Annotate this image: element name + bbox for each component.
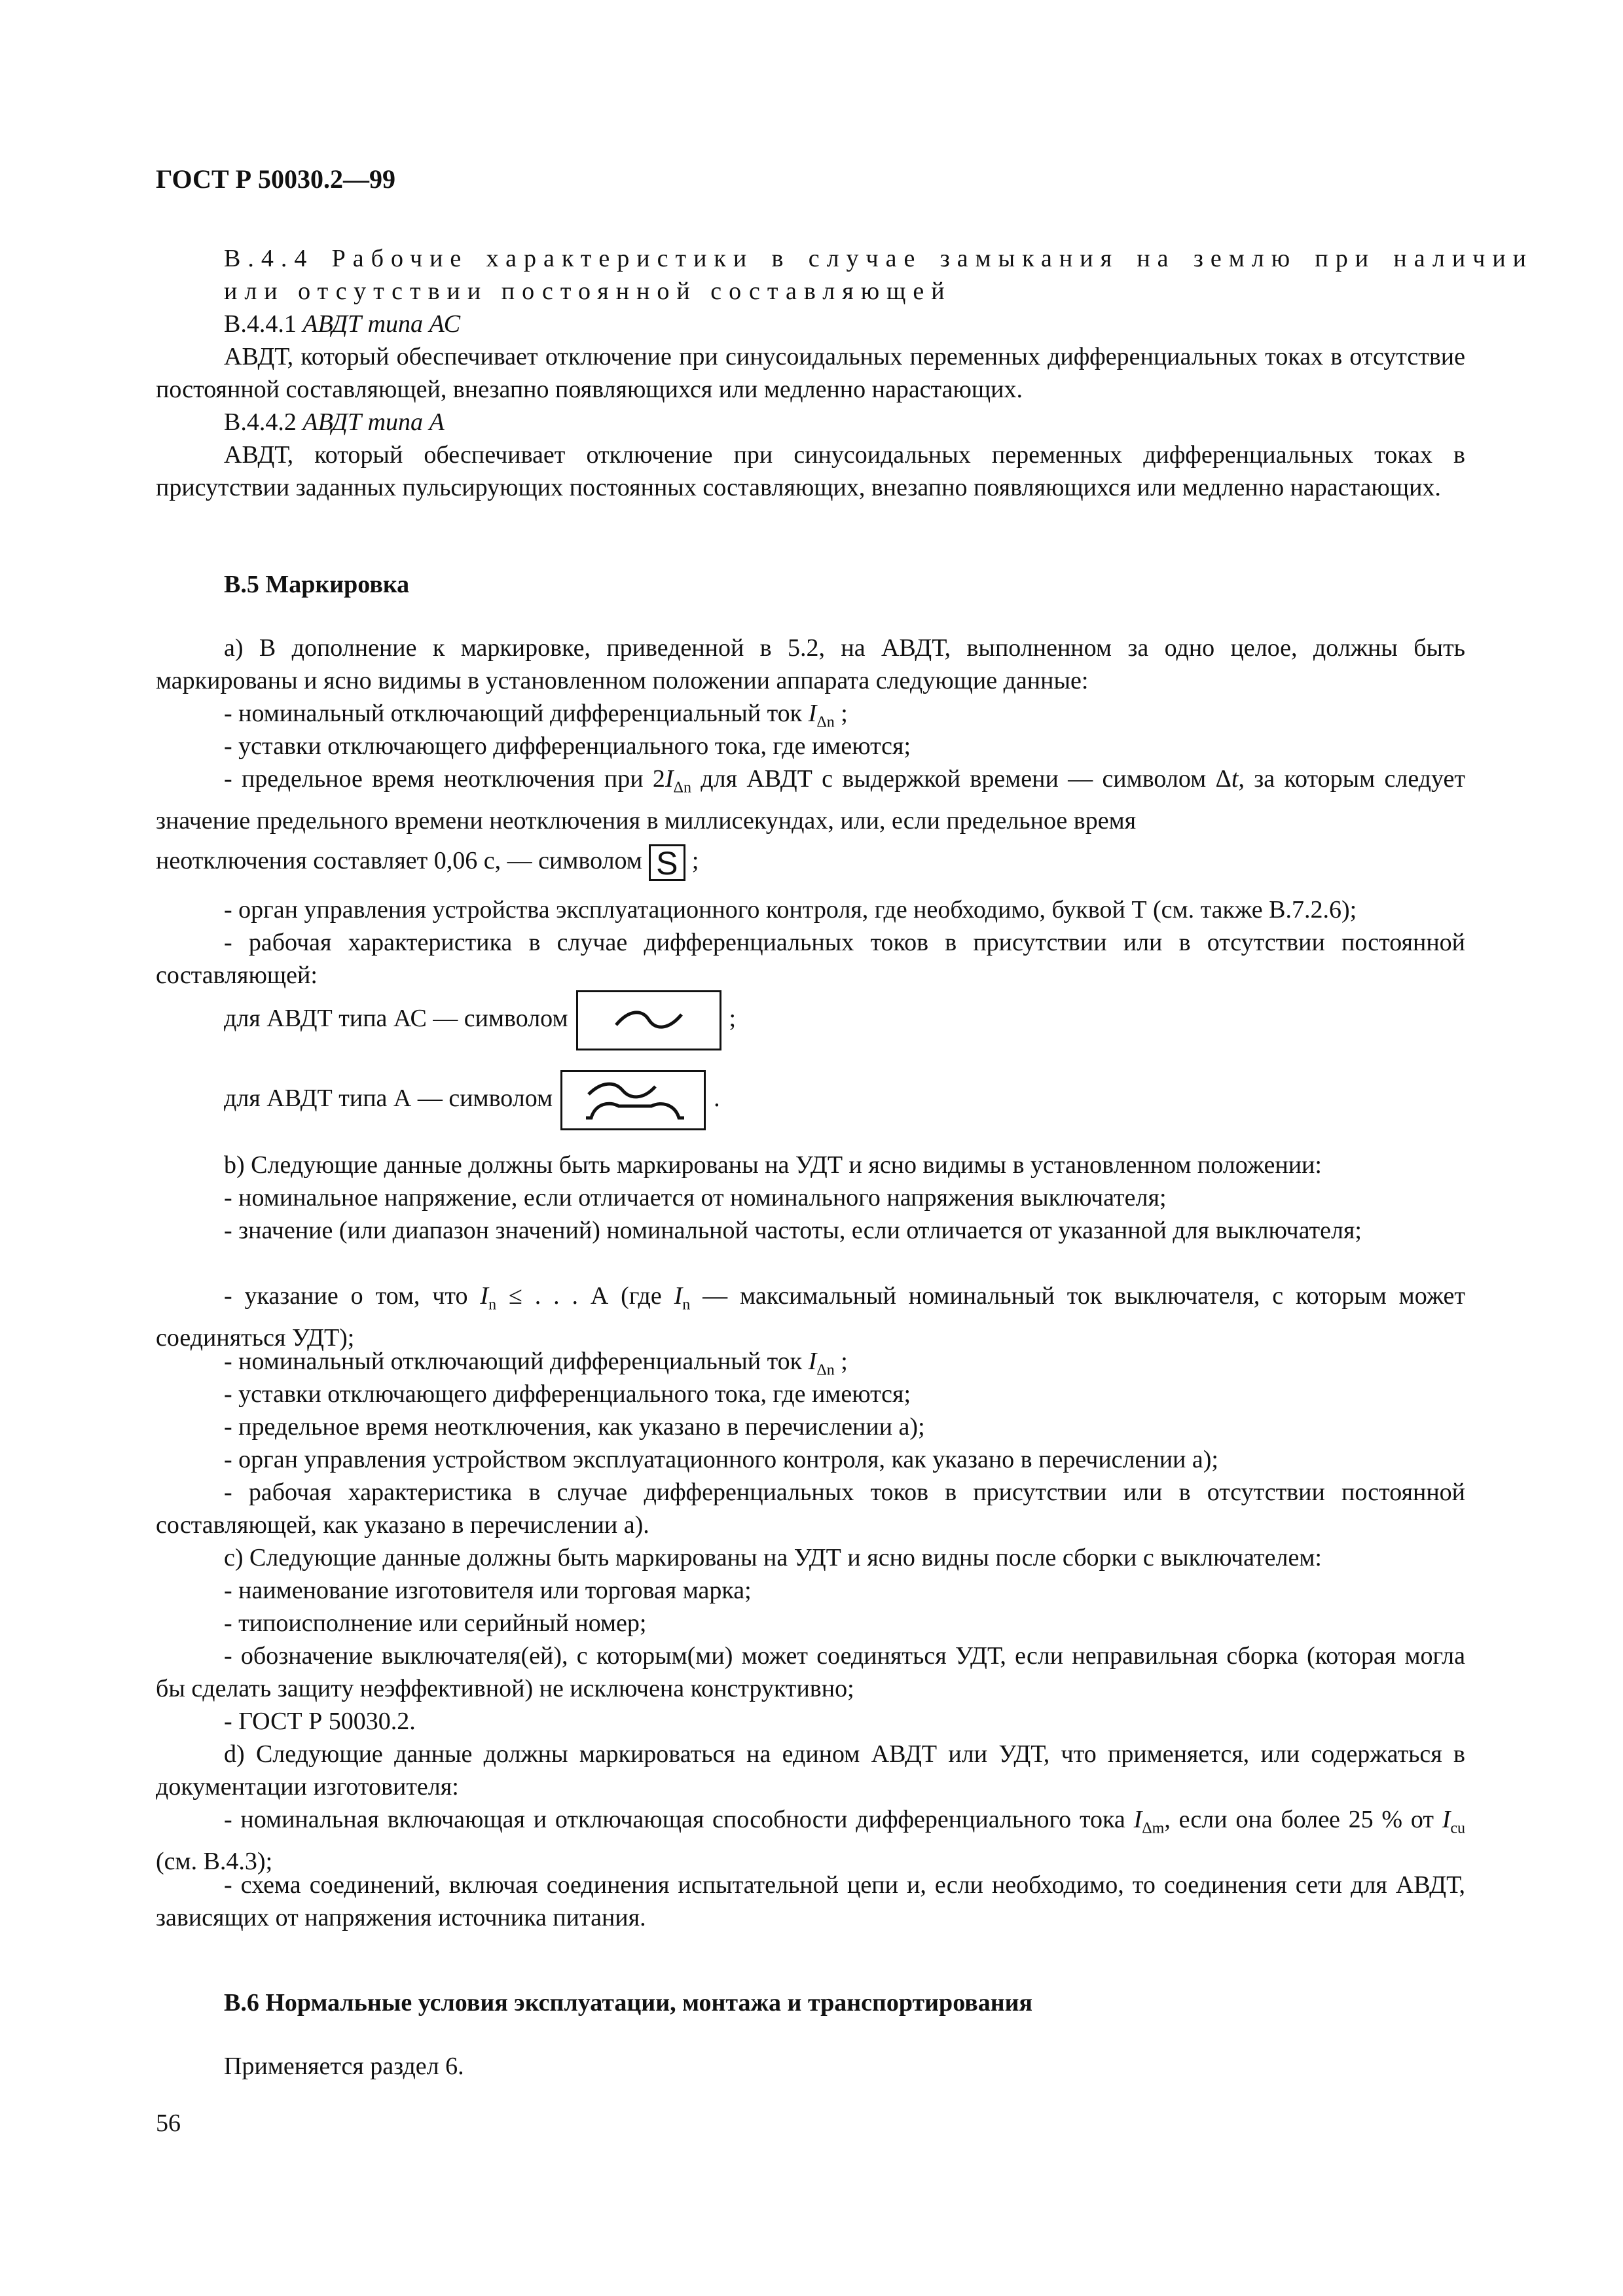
b5-b-item6: - предельное время неотключения, как указано в перечислении а);: [224, 1413, 925, 1441]
b5-d-item2: - схема соединений, включая соединения испытательной цепи и, если необходимо, то соединения сети для АВДТ, зависящих от напряжения источника питания.: [156, 1871, 1465, 1931]
ac-symbol-line: для АВДТ типа АС — символом ;: [156, 988, 1533, 1050]
b5-a-item2: - уставки отключающего дифференциального тока, где имеются;: [224, 732, 911, 760]
section-b442-text: АВДТ, который обеспечивает отключение при синусоидальных переменных дифференциальных токах в присутствии заданных пульсирующих постоянных составляющих, внезапно появляющихся или медленно нарастающих.: [156, 441, 1465, 501]
document-header: ГОСТ Р 50030.2—99: [156, 164, 396, 194]
b5-b-item2: - значение (или диапазон значений) номинальной частоты, если отличается от указанной для выключателя;: [224, 1217, 1362, 1244]
section-b441-title: АВДТ типа АС: [302, 310, 461, 338]
b5-a-intro: а) В дополнение к маркировке, приведенной в 5.2, на АВДТ, выполненном за одно целое, должны быть маркированы и ясно видимы в установленном положении аппарата следующие данные:: [156, 634, 1465, 694]
section-b442-heading: [156, 406, 1533, 439]
b5-a-item1: - номинальный отключающий дифференциальный ток $I_{\Delta n}$ ;: [224, 700, 848, 731]
b5-a-item4: - орган управления устройства эксплуатационного контроля, где необходимо, буквой Т (см. также В.7.2.6);: [224, 896, 1357, 924]
b5-a-item5: - рабочая характеристика в случае дифференциальных токов в присутствии или в отсутствии постоянной составляющей:: [156, 929, 1465, 989]
selective-s-symbol: S: [649, 844, 685, 881]
section-number: В.4.4.2: [224, 408, 297, 436]
b5-b-item8: - рабочая характеристика в случае дифференциальных токов в присутствии или в отсутствии постоянной составляющей, как указано в перечислении а).: [156, 1479, 1465, 1539]
section-b442-title: АВДТ типа А: [302, 408, 445, 436]
page-number: 56: [156, 2109, 181, 2137]
b5-a-item3: - предельное время неотключения при $2I_{\Delta n}$ для АВДТ с выдержкой времени — символом Δt, за которым следует значение предельного времени неотключения в миллисекундах, или, если предельное время: [156, 765, 1465, 834]
b5-d-item1: - номинальная включающая и отключающая способности дифференциального тока $I_{\Delta m}$, если она более 25 % от $I_{cu}$ (см. В.4.3);: [156, 1806, 1466, 1875]
b5-b-item7: - орган управления устройством эксплуатационного контроля, как указано в перечислении а);: [224, 1446, 1218, 1473]
b5-c-intro: с) Следующие данные должны быть маркированы на УДТ и ясно видны после сборки с выключателем:: [224, 1544, 1322, 1571]
section-b6-title: В.6 Нормальные условия эксплуатации, монтажа и транспортирования: [224, 1989, 1033, 2017]
section-number: В.4.4.1: [224, 310, 297, 338]
b5-b-item3: - указание о том, что $I_n$ ≤ . . . А (где $I_n$ — максимальный номинальный ток выключателя, с которым может соединяться УДТ);: [156, 1282, 1465, 1352]
pulsating-dc-wave-icon: [560, 1070, 706, 1130]
b5-b-item4: - номинальный отключающий дифференциальный ток $I_{\Delta n}$ ;: [224, 1348, 848, 1379]
b5-b-item1: - номинальное напряжение, если отличается от номинального напряжения выключателя;: [224, 1184, 1167, 1211]
b5-b-intro: b) Следующие данные должны быть маркированы на УДТ и ясно видимы в установленном положении:: [224, 1151, 1322, 1179]
section-b6-text: Применяется раздел 6.: [224, 2053, 464, 2080]
b5-c-item1: - наименование изготовителя или торговая марка;: [224, 1577, 752, 1604]
a-symbol-line: для АВДТ типа А — символом .: [156, 1068, 1533, 1130]
b5-c-item3: - обозначение выключателя(ей), с которым(ми) может соединяться УДТ, если неправильная сборка (которая могла бы сделать защиту неэффективной) не исключена конструктивно;: [156, 1642, 1465, 1702]
b5-b-item5: - уставки отключающего дифференциального тока, где имеются;: [224, 1380, 911, 1408]
b5-c-item2: - типоисполнение или серийный номер;: [224, 1609, 647, 1637]
b5-a-item3-line3: неотключения составляет 0,06 с, — символом S ;: [156, 845, 699, 882]
ac-sine-wave-icon: [576, 990, 721, 1050]
section-b441-heading: [156, 308, 1533, 340]
section-b5-title: В.5 Маркировка: [224, 571, 410, 598]
b5-c-item4: - ГОСТ Р 50030.2.: [224, 1708, 416, 1735]
b5-d-intro: d) Следующие данные должны маркироваться на едином АВДТ или УДТ, что применяется, или содержаться в документации изготовителя:: [156, 1740, 1465, 1801]
section-b44-title: В.4.4 Рабочие характеристики в случае замыкания на землю при наличии или отсутствии постоянной составляющей: [224, 245, 1533, 305]
section-b441-text: АВДТ, который обеспечивает отключение при синусоидальных переменных дифференциальных токах в отсутствие постоянной составляющей, внезапно появляющихся или медленно нарастающих.: [156, 343, 1465, 403]
